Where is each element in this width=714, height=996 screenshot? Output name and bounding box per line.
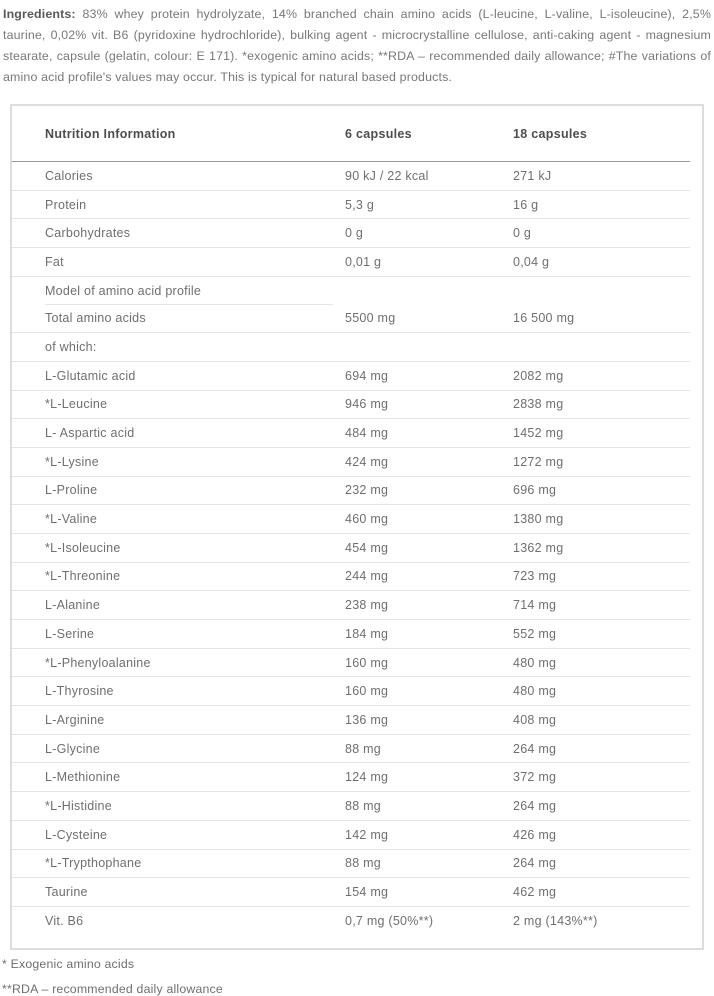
row-label: Total amino acids [45,311,146,326]
row-value-6caps: 946 mg [345,397,389,412]
row-label: Calories [45,168,93,183]
row-value-6caps: 160 mg [345,684,389,699]
table-header-row [12,106,690,162]
row-label: L-Alanine [45,598,101,613]
row-value-6caps: 694 mg [345,368,389,383]
row-label: L-Serine [45,626,95,641]
table-row [12,304,690,333]
row-label: Vit. B6 [45,913,84,928]
row-value-6caps: 232 mg [345,483,389,498]
row-value-18caps: 16 500 mg [513,311,575,326]
row-value-18caps: 2 mg (143%**) [513,913,598,928]
table-row [12,591,690,620]
row-value-6caps: 424 mg [345,454,389,469]
row-value-18caps: 0,04 g [513,254,550,269]
row-label: L-Proline [45,483,98,498]
table-row [12,477,690,506]
row-label: Fat [45,254,64,269]
row-value-6caps: 184 mg [345,626,389,641]
row-value-6caps: 142 mg [345,827,389,842]
table-row [12,191,690,220]
table-row [12,333,690,362]
footnote-rda: **RDA – recommended daily allowance [2,981,223,996]
row-label: *L-Threonine [45,569,121,584]
row-value-6caps: 244 mg [345,569,389,584]
table-row [12,821,690,850]
row-label: L-Thyrosine [45,684,114,699]
table-row [12,362,690,391]
table-row [12,735,690,764]
table-row [12,162,690,191]
row-value-18caps: 1272 mg [513,454,564,469]
row-value-6caps: 484 mg [345,426,389,441]
row-value-6caps: 160 mg [345,655,389,670]
table-row [12,248,690,277]
row-value-18caps: 480 mg [513,684,557,699]
row-value-18caps: 2082 mg [513,368,564,383]
row-value-6caps: 90 kJ / 22 kcal [345,168,429,183]
ingredients-label: Ingredients: [3,7,76,21]
row-label: *L-Histidine [45,798,112,813]
row-value-18caps: 264 mg [513,798,557,813]
table-row [12,649,690,678]
row-value-18caps: 2838 mg [513,397,564,412]
table-row [12,706,690,735]
row-value-18caps: 1380 mg [513,512,564,527]
row-value-18caps: 372 mg [513,770,557,785]
row-value-6caps: 88 mg [345,856,381,871]
footnote-exogenic: * Exogenic amino acids [2,956,135,971]
table-row [12,563,690,592]
row-value-18caps: 552 mg [513,626,557,641]
row-label: L-Arginine [45,712,105,727]
row-label: *L-Isoleucine [45,540,121,555]
row-value-6caps: 460 mg [345,512,389,527]
row-value-18caps: 480 mg [513,655,557,670]
row-value-6caps: 5,3 g [345,197,375,212]
row-value-6caps: 454 mg [345,540,389,555]
table-body [12,162,702,935]
table-row [12,505,690,534]
row-label: L-Glutamic acid [45,368,136,383]
row-label: of which: [45,339,97,354]
row-value-6caps: 0 g [345,226,364,241]
row-value-18caps: 264 mg [513,741,557,756]
row-value-6caps: 88 mg [345,741,381,756]
row-label: *L-Trypthophane [45,856,142,871]
row-value-18caps: 723 mg [513,569,557,584]
row-label: Model of amino acid profile [45,283,202,298]
nutrition-table [10,104,704,950]
row-value-6caps: 5500 mg [345,311,396,326]
row-label: *L-Leucine [45,397,108,412]
row-value-18caps: 408 mg [513,712,557,727]
table-row [12,448,690,477]
ingredients-text: 83% whey protein hydrolyzate, 14% branched chain amino acids (L-leucine, L-valine, L-isoleucine), 2,5% taurine, 0,02% vit. B6 (pyridoxine hydrochloride), bulking agent - microcrystalline cellulose, anti-caking agent - magnesium stearate, capsule (gelatin, colour: E 171). *exogenic amino acids; **RDA – recommended daily allowance; #The variations of amino acid profile's values may occur. This is typical for natural based products. [3,7,711,84]
row-value-18caps: 16 g [513,197,539,212]
row-label: *L-Lysine [45,454,99,469]
table-row [12,878,690,907]
row-value-6caps: 154 mg [345,885,389,900]
table-row [12,792,690,821]
row-value-18caps: 426 mg [513,827,557,842]
ingredients-paragraph [0,0,714,88]
row-value-6caps: 124 mg [345,770,389,785]
row-label: L-Methionine [45,770,121,785]
row-value-6caps: 136 mg [345,712,389,727]
table-row [12,419,690,448]
row-label: Protein [45,197,87,212]
table-row [12,763,690,792]
row-value-18caps: 1362 mg [513,540,564,555]
table-row [12,620,690,649]
row-value-18caps: 0 g [513,226,532,241]
row-value-18caps: 264 mg [513,856,557,871]
table-row [12,677,690,706]
row-value-18caps: 462 mg [513,885,557,900]
row-value-6caps: 88 mg [345,798,381,813]
header-nutrition-information: Nutrition Information [45,126,176,141]
row-value-18caps: 714 mg [513,598,557,613]
table-row [12,534,690,563]
row-value-6caps: 0,7 mg (50%**) [345,913,434,928]
row-value-18caps: 696 mg [513,483,557,498]
table-row [12,219,690,248]
row-label: Taurine [45,885,88,900]
header-18-capsules: 18 capsules [513,126,588,141]
header-6-capsules: 6 capsules [345,126,412,141]
row-label: *L-Phenyloalanine [45,655,151,670]
table-row [12,907,690,935]
row-label: Carbohydrates [45,226,131,241]
row-value-18caps: 1452 mg [513,426,564,441]
row-label: L-Glycine [45,741,101,756]
row-label: *L-Valine [45,512,98,527]
table-row [12,277,690,305]
table-row [12,391,690,420]
row-value-6caps: 238 mg [345,598,389,613]
row-value-18caps: 271 kJ [513,168,552,183]
row-label: L-Cysteine [45,827,108,842]
table-row [12,850,690,879]
row-value-6caps: 0,01 g [345,254,382,269]
row-label: L- Aspartic acid [45,426,135,441]
